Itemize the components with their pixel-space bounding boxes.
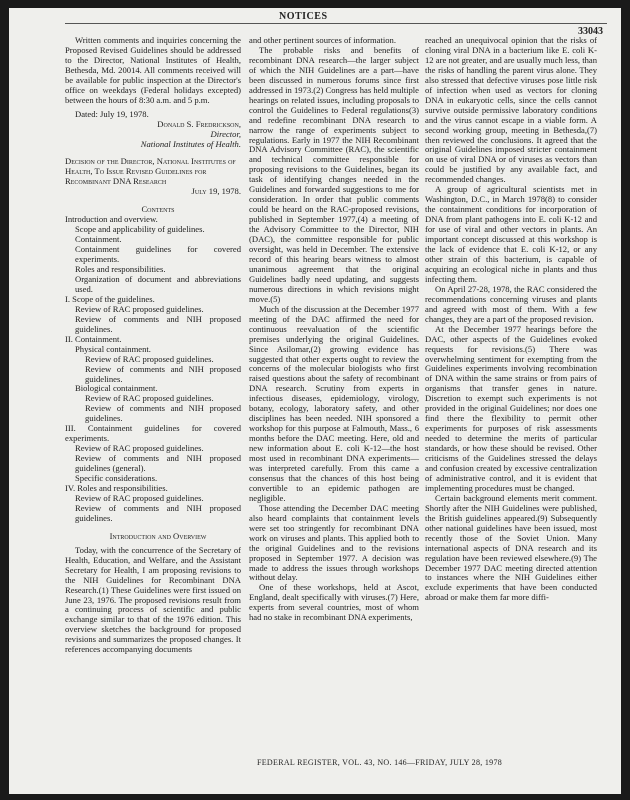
toc-item: Biological containment. bbox=[75, 383, 158, 394]
column3-para-2: A group of agricultural scientists met in Washington, D.C., in March 1978(8) to consider the containment conditions for incorporation of DNA from plant pathogens into E. coli K-12 and for use of viral and other vectors in plants. An important concept discussed at this workshop is the lack of evidence that E. coli K-12, or any other strain of this bacterium, is capable of acquiring an ecological niche in plants and thus infecting them. bbox=[425, 184, 597, 284]
column-2 bbox=[249, 36, 419, 623]
table-of-contents bbox=[65, 215, 241, 524]
column3-para-1: reached an unequivocal opinion that the risks of cloning viral DNA in a bacterium like E. coli K-12 are not greater, and are usually much less, than the risks of handling the parent virus alone. They also stressed that defective viruses pose little risk of infection when used as vectors for cloning DNA in eukaryotic cells, since the cells cannot survive outside permissive laboratory conditions and the virus cannot escape in a viable form. A second working group, meeting in Bethesda,(7) then reviewed the conclusions. It agreed that the original Guidelines imposed stricter containment on use of viral DNA or of viruses as vectors than could be justified by any available fact, and recommended changes. bbox=[425, 35, 597, 185]
overview-heading: Introduction and Overview bbox=[109, 530, 207, 541]
decision-title: Decision of the Director, National Institutes of Health, To Issue Revised Guidelines for Recombinant DNA Research bbox=[65, 156, 236, 187]
contents-heading: Contents bbox=[141, 204, 175, 215]
toc-item: Review of comments and NIH proposed guidelines. bbox=[85, 363, 241, 384]
toc-item: Introduction and overview. bbox=[65, 214, 158, 225]
decision-date: July 19, 1978. bbox=[191, 186, 241, 197]
page-footer: FEDERAL REGISTER, VOL. 43, NO. 146—FRIDAY, JULY 28, 1978 bbox=[257, 758, 503, 767]
toc-item: Review of comments and NIH proposed guidelines. bbox=[75, 313, 241, 334]
column2-para-5: One of these workshops, held at Ascot, England, dealt specifically with viruses.(7) Here, experts from several countries, most of whom had no stake in recombinant DNA experiments, bbox=[249, 582, 419, 623]
column2-para-2: The probable risks and benefits of recombinant DNA research—the larger subject of which the NIH Guidelines are a part—have been discussed in numerous forums since first addressed in 1973.(2) Congress has held multiple hearings on related issues, including proposals to control the Guidelines to Federal regulations(3) and redefine recombinant DNA research to narrow the range of experiments subject to regulations. Early in 1977 the NIH Recombinant DNA Advisory Committee (RAC), the scientific and technical committee responsible for proposing revisions to the Guidelines, began its task of identifying changes needed in the Guidelines and forwarded suggestions to me for consideration. In order that public comments could be heard on the RAC-proposed revisions, published in September 1977,(4) a meeting of the Advisory Committee to the Director, NIH (DAC), the committee responsible for public oversight, was held in December. The extensive record of this hearing bears witness to almost unanimous agreement that the original Guidelines badly need updating, and suggests numerous directions in which revisions might move.(5) bbox=[249, 44, 419, 304]
toc-item: Review of RAC proposed guidelines. bbox=[75, 492, 204, 503]
column2-para-3: Much of the discussion at the December 1977 meeting of the DAC affirmed the need for continuous reevaluation of the scientific premises underlying the original Guidelines. Since Asilomar,(2) growing evidence has suggested that other experts ought to review the concerns of the molecular biologists who first raised questions about the safety of recombinant DNA research. Scrutiny from experts in infectious diseases, epidemiology, virology, botany, ecology, laboratory safety, and other disciplines has been needed. NIH sponsored a workshop for this purpose at Falmouth, Mass., 6 months before the DAC meeting. Here, old and new information about E. coli K-12—the host most used in recombinant DNA experiments—was interpreted carefully. From this came a consensus that the chances of this host being convertible to an epidemic pathogen are negligible. bbox=[249, 303, 419, 503]
signer-title: Director, bbox=[210, 128, 241, 139]
overview-paragraph: Today, with the concurrence of the Secretary of Health, Education, and Welfare, and the Assistant Secretary for Health, I am proposing revisions to the NIH Guidelines for Recombinant DNA Research.(1) These Guidelines were first issued on June 23, 1976. The proposed revisions result from a continuing process of scientific and public exchange similar to that of the 1976 edition. This overview sketches the background for proposed revisions and summarizes the proposed changes. It references accompanying documents bbox=[65, 544, 241, 655]
column3-para-3: On April 27-28, 1978, the RAC considered the recommendations concerning viruses and plants and agreed with most of them. With a few changes, they are a part of the proposed revision. bbox=[425, 283, 597, 324]
toc-item: II. Containment. bbox=[65, 333, 122, 344]
signer-agency: National Institutes of Health. bbox=[140, 138, 241, 149]
toc-item: Organization of document and abbreviations used. bbox=[75, 273, 241, 294]
toc-item: IV. Roles and responsibilities. bbox=[65, 482, 168, 493]
toc-item: Review of RAC proposed guidelines. bbox=[75, 443, 204, 454]
column2-para-4: Those attending the December DAC meeting also heard complaints that containment levels were set too stringently for recombinant DNA work on viruses and plants. This applied both to the original Guidelines and to the revisions proposed in September 1977. A decision was made to address the issues through workshops without delay. bbox=[249, 502, 419, 583]
toc-item: Review of comments and NIH proposed guidelines (general). bbox=[75, 453, 241, 474]
header-rule bbox=[65, 23, 607, 24]
signer-name: Donald S. Fredrickson, bbox=[157, 118, 241, 129]
toc-item: Review of RAC proposed guidelines. bbox=[85, 353, 214, 364]
column3-para-4: At the December 1977 hearings before the DAC, other aspects of the Guidelines evoked requests for revisions.(5) There was overwhelming sentiment for exempting from the Guidelines experiments involving recombination of DNA within the same strains or from pairs of organisms that transfer genes in nature. Discretion to exempt such experiments is not provided in the original Guidelines; nor does one find there the flexibility to permit other experiments for purposes of risk assessments needed to determine the merits of particular standards, or how these should be revised. Other criticisms of the Guidelines stressed the delays and confusion created by excessive centralization of administrative control, and it is evident that implementing procedures must be changed. bbox=[425, 323, 597, 493]
toc-item: III. Containment guidelines for covered experiments. bbox=[65, 423, 241, 444]
toc-item: Review of RAC proposed guidelines. bbox=[85, 393, 214, 404]
document-page bbox=[9, 8, 621, 794]
dated-line: Dated: July 19, 1978. bbox=[75, 108, 149, 119]
column-3 bbox=[425, 36, 597, 603]
column3-para-5: Certain background elements merit comment. Shortly after the NIH Guidelines were published, the British guidelines appeared.(9) Subsequently other national guidelines have been issued, most recently those of the Soviet Union. Many international aspects of DNA research and its regulation have been reviewed elsewhere.(9) The December 1977 DAC meeting directed attention to instances where the NIH Guidelines either exclude experiments that have been conducted abroad or make them far more diffi- bbox=[425, 492, 597, 603]
toc-item: Roles and responsibilities. bbox=[75, 264, 166, 275]
toc-item: Containment. bbox=[75, 234, 122, 245]
page-number: 33043 bbox=[578, 26, 603, 37]
toc-item: Specific considerations. bbox=[75, 473, 158, 484]
toc-item: Scope and applicability of guidelines. bbox=[75, 224, 205, 235]
section-header: NOTICES bbox=[279, 11, 328, 22]
comments-paragraph: Written comments and inquiries concerning the Proposed Revised Guidelines should be addressed to the Director, National Institutes of Health, Bethesda, Md. 20014. All comments received will be available for public inspection at the Director's office on weekdays (Federal holidays excepted) between the hours of 8:30 a.m. and 5 p.m. bbox=[65, 35, 241, 105]
column2-para-1: and other pertinent sources of information. bbox=[249, 35, 397, 45]
column-1 bbox=[65, 36, 241, 655]
toc-item: Review of comments and NIH proposed guidelines. bbox=[85, 403, 241, 424]
toc-item: Physical containment. bbox=[75, 343, 151, 354]
toc-item: I. Scope of the guidelines. bbox=[65, 293, 155, 304]
toc-item: Review of comments and NIH proposed guidelines. bbox=[75, 502, 241, 523]
toc-item: Review of RAC proposed guidelines. bbox=[75, 303, 204, 314]
toc-item: Containment guidelines for covered experiments. bbox=[75, 244, 241, 265]
